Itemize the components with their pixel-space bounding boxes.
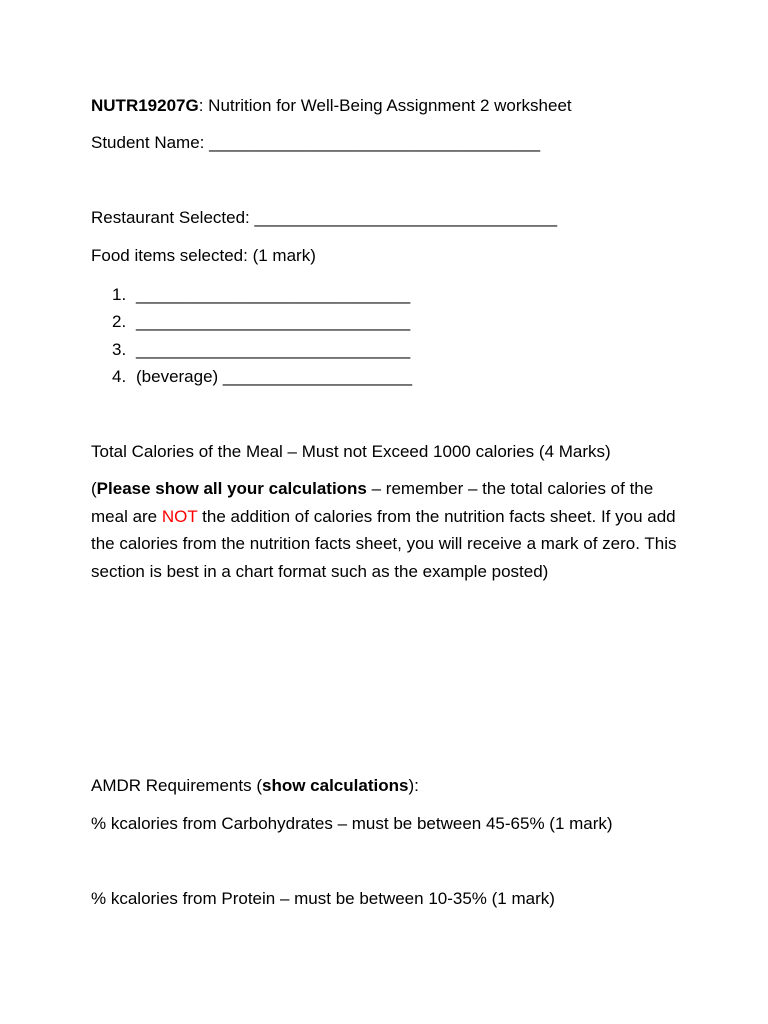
open-paren: ( (91, 479, 97, 498)
total-calories-instructions (91, 475, 691, 585)
course-title: : Nutrition for Well-Being Assignment 2 worksheet (198, 96, 572, 115)
student-name-label: Student Name: (91, 133, 210, 152)
food-item-blank: (beverage) ____________________ (136, 367, 413, 386)
list-number: 2. (112, 312, 127, 331)
food-item-blank: _____________________________ (136, 285, 411, 304)
course-code: NUTR19207G (91, 96, 199, 115)
amdr-protein: % kcalories from Protein – must be between 10-35% (1 mark) (91, 889, 555, 908)
instructions-text-1: – remember – the total calories of the meal are (91, 479, 654, 526)
list-number: 4. (112, 367, 127, 386)
instructions-text-2: the addition of calories from the nutrition facts sheet. If you add the calories from the nutrition facts sheet, you will receive a mark of zero. This section is best in a chart format such as the example posted) (91, 506, 677, 581)
student-name-blank: ___________________________________ (209, 133, 541, 152)
restaurant-line (91, 207, 557, 229)
amdr-label-end: ): (408, 776, 419, 795)
list-number: 3. (112, 340, 127, 359)
worksheet-title (91, 95, 572, 117)
food-item-blank: _____________________________ (136, 340, 411, 359)
food-item-4 (112, 366, 412, 388)
food-item-1 (112, 284, 410, 306)
food-item-2 (112, 311, 410, 333)
food-items-heading: Food items selected: (1 mark) (91, 246, 316, 265)
restaurant-blank: ________________________________ (254, 208, 558, 227)
food-item-blank: _____________________________ (136, 312, 411, 331)
instructions-bold: Please show all your calculations (96, 479, 367, 498)
total-calories-heading: Total Calories of the Meal – Must not Exceed 1000 calories (4 Marks) (91, 442, 611, 461)
amdr-label-bold: show calculations (262, 776, 409, 795)
food-item-3 (112, 339, 410, 361)
amdr-heading (91, 775, 419, 797)
instructions-red-not: NOT (161, 506, 198, 526)
amdr-carbohydrates: % kcalories from Carbohydrates – must be between 45-65% (1 mark) (91, 814, 613, 833)
student-name-line (91, 132, 540, 154)
amdr-label-start: AMDR Requirements ( (91, 776, 262, 795)
list-number: 1. (112, 285, 127, 304)
restaurant-label: Restaurant Selected: (91, 208, 255, 227)
